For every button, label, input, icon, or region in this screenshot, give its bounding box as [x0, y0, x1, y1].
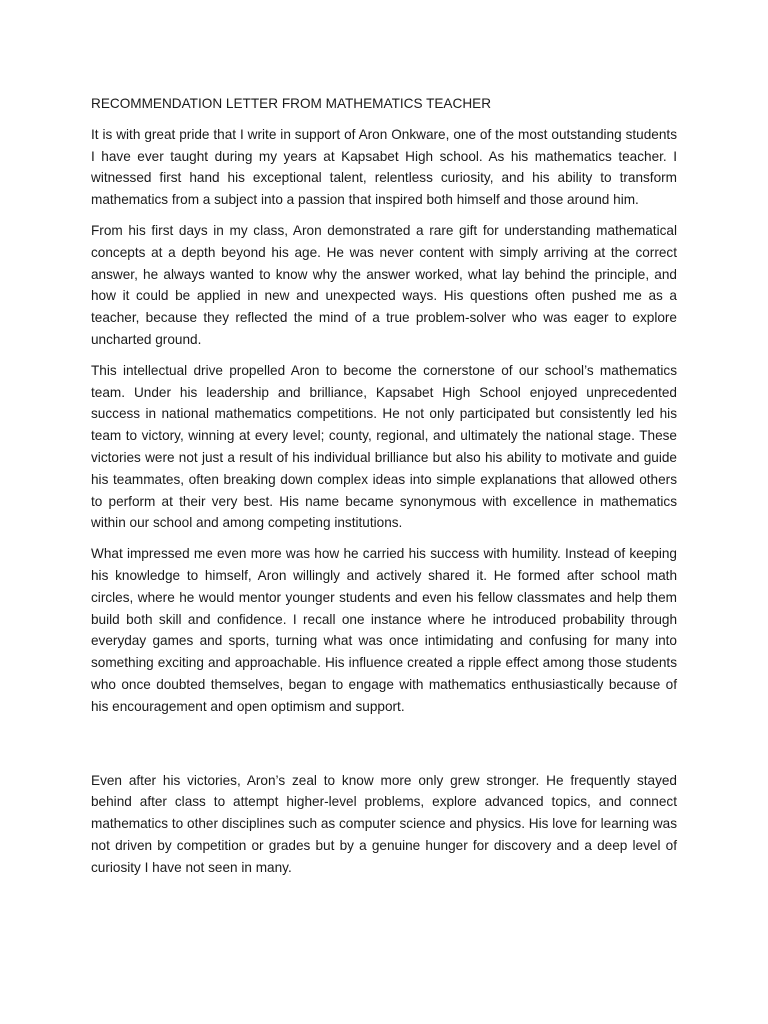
paragraph-intro: It is with great pride that I write in support of Aron Onkware, one of the most outstanding students I have ever taught during my years at Kapsabet High school. As his mathematics teacher. I witnessed first hand his exceptional talent, relentless curiosity, and his ability to transform mathematics from a subject into a passion that inspired both himself and those around him.: [91, 126, 677, 208]
document-title: RECOMMENDATION LETTER FROM MATHEMATICS TEACHER: [91, 96, 492, 111]
paragraph-humility: What impressed me even more was how he carried his success with humility. Instead of keeping his knowledge to himself, Aron willingly and actively shared it. He formed after school math circles, where he would mentor younger students and even his fellow classmates and help them build both skill and confidence. I recall one instance where he introduced probability through everyday games and sports, turning what was once intimidating and confusing for many into something exciting and approachable. His influence created a ripple effect among those students who once doubted themselves, began to engage with mathematics enthusiastically because of his encouragement and open optimism and support.: [91, 546, 677, 714]
paragraph-first-days: From his first days in my class, Aron demonstrated a rare gift for understanding mathematical concepts at a depth beyond his age. He was never content with simply arriving at the correct answer, he always wanted to know why the answer worked, what lay behind the principle, and how it could be applied in new and unexpected ways. His questions often pushed me as a teacher, because they reflected the mind of a true problem-solver who was eager to explore uncharted ground.: [91, 222, 677, 347]
paragraph-spacer: [91, 727, 677, 770]
paragraph-zeal: Even after his victories, Aron’s zeal to know more only grew stronger. He frequently stayed behind after class to attempt higher-level problems, explore advanced topics, and connect mathematics to other disciplines such as computer science and physics. His love for learning was not driven by competition or grades but by a genuine hunger for discovery and a deep level of curiosity I have not seen in many.: [91, 772, 677, 875]
paragraph-math-team: This intellectual drive propelled Aron to become the cornerstone of our school’s mathematics team. Under his leadership and brilliance, Kapsabet High School enjoyed unprecedented success in national mathematics competitions. He not only participated but consistently led his team to victory, winning at every level; county, regional, and ultimately the national stage. These victories were not just a result of his individual brilliance but also his ability to motivate and guide his teammates, often breaking down complex ideas into simple explanations that allowed others to perform at their very best. His name became synonymous with excellence in mathematics within our school and among competing institutions.: [91, 362, 677, 531]
letter-body: [91, 93, 677, 888]
